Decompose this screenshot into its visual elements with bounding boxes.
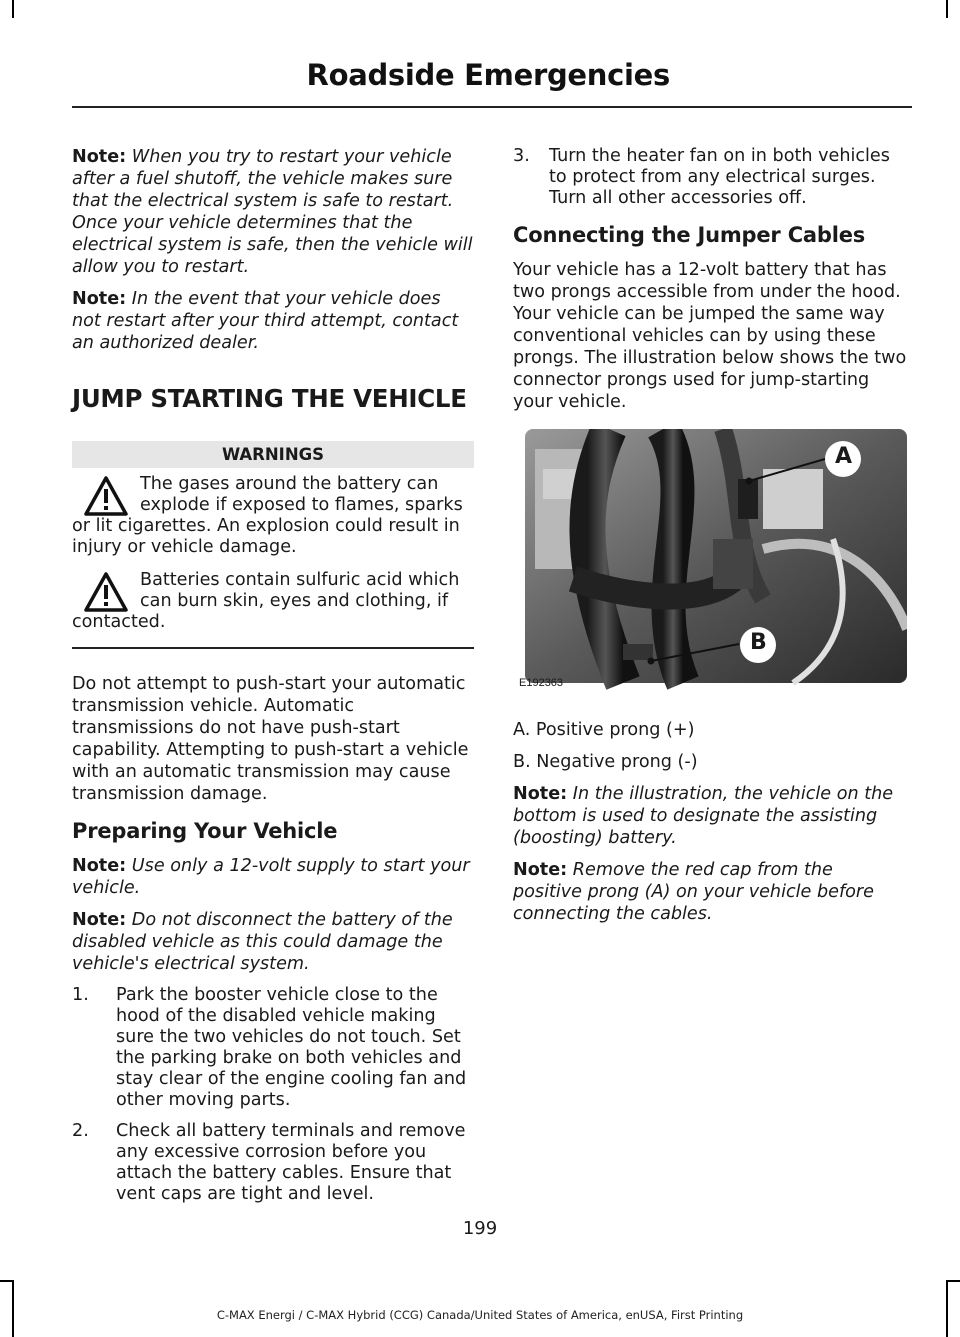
step-number: 3. xyxy=(513,146,530,166)
legend-positive: A. Positive prong (+) xyxy=(513,720,695,740)
warning-gases xyxy=(72,474,474,558)
warning-text: Batteries contain sulfuric acid which can burn skin, eyes and clothing, if contacted. xyxy=(72,570,460,632)
crop-mark-bottom-left-h xyxy=(0,1280,14,1282)
note-illustration xyxy=(513,783,907,849)
note-label: Note: xyxy=(72,289,127,309)
header-rule xyxy=(72,106,912,108)
warnings-title: WARNINGS xyxy=(72,441,474,468)
warning-triangle-icon xyxy=(84,572,128,612)
note-label: Note: xyxy=(72,856,127,876)
left-column xyxy=(72,146,474,1215)
crop-mark-top-left xyxy=(12,0,14,18)
callout-b-label: B xyxy=(750,630,767,655)
list-item xyxy=(72,1121,474,1205)
note-third-attempt xyxy=(72,288,474,354)
battery-prongs-illustration xyxy=(513,429,907,699)
warning-acid xyxy=(72,570,474,633)
subheading-connecting: Connecting the Jumper Cables xyxy=(513,223,866,247)
section-title: JUMP STARTING THE VEHICLE xyxy=(72,384,467,413)
list-item xyxy=(72,985,474,1111)
step-text: Check all battery terminals and remove any excessive corrosion before you attach the battery cables. Ensure that vent caps are tight and level. xyxy=(116,1121,466,1204)
right-column xyxy=(513,146,907,935)
note-label: Note: xyxy=(72,910,127,930)
note-text: When you try to restart your vehicle after a fuel shutoff, the vehicle makes sure that the electrical system is safe to restart. Once your vehicle determines that the electrical system is safe, then the vehicle will allow you to restart. xyxy=(72,147,473,277)
callout-a-label: A xyxy=(835,444,853,469)
subheading-preparing: Preparing Your Vehicle xyxy=(72,819,338,843)
note-label: Note: xyxy=(513,860,568,880)
note-text: Remove the red cap from the positive prong (A) on your vehicle before connecting the cables. xyxy=(513,860,874,924)
note-text: In the event that your vehicle does not restart after your third attempt, contact an authorized dealer. xyxy=(72,289,459,353)
note-12-volt xyxy=(72,855,474,899)
note-label: Note: xyxy=(72,147,127,167)
step-text: Park the booster vehicle close to the hood of the disabled vehicle making sure the two vehicles do not touch. Set the parking brake on both vehicles and stay clear of the engine cooling fan and other moving parts. xyxy=(116,985,467,1110)
page-header-title: Roadside Emergencies xyxy=(306,58,670,92)
crop-mark-bottom-right-h xyxy=(946,1280,960,1282)
note-restart-safety xyxy=(72,146,474,278)
legend-negative: B. Negative prong (-) xyxy=(513,752,698,772)
push-start-paragraph: Do not attempt to push-start your automatic transmission vehicle. Automatic transmissions do not have push-start capability. Attempting to push-start a vehicle with an automatic transmission may cause transmission damage. xyxy=(72,674,469,804)
warnings-divider xyxy=(72,647,474,649)
steps-list xyxy=(72,985,474,1205)
page-number: 199 xyxy=(462,1218,498,1239)
note-text: Use only a 12-volt supply to start your vehicle. xyxy=(72,856,470,898)
figure-code: E192363 xyxy=(519,677,564,689)
warning-triangle-icon xyxy=(84,476,128,516)
steps-list-continued xyxy=(513,146,907,209)
note-label: Note: xyxy=(513,784,568,804)
step-text: Turn the heater fan on in both vehicles to protect from any electrical surges. Turn all other accessories off. xyxy=(549,146,890,208)
list-item xyxy=(513,146,907,209)
warning-text: The gases around the battery can explode if exposed to flames, sparks or lit cigarettes. An explosion could result in injury or vehicle damage. xyxy=(72,474,463,557)
page-footer: C-MAX Energi / C-MAX Hybrid (CCG) Canada/United States of America, enUSA, First Printing xyxy=(216,1308,744,1322)
note-text: Do not disconnect the battery of the disabled vehicle as this could damage the vehicle's electrical system. xyxy=(72,910,453,974)
connecting-intro: Your vehicle has a 12-volt battery that has two prongs accessible from under the hood. Your vehicle can be jumped the same way conventional vehicles can by using these prongs. The illustration below shows the two connector prongs used for jump-starting your vehicle. xyxy=(513,260,907,412)
crop-mark-top-right xyxy=(946,0,948,18)
step-number: 2. xyxy=(72,1121,89,1141)
note-text: In the illustration, the vehicle on the bottom is used to designate the assisting (boosting) battery. xyxy=(513,784,894,848)
note-disconnect xyxy=(72,909,474,975)
note-red-cap xyxy=(513,859,907,925)
step-number: 1. xyxy=(72,985,89,1005)
